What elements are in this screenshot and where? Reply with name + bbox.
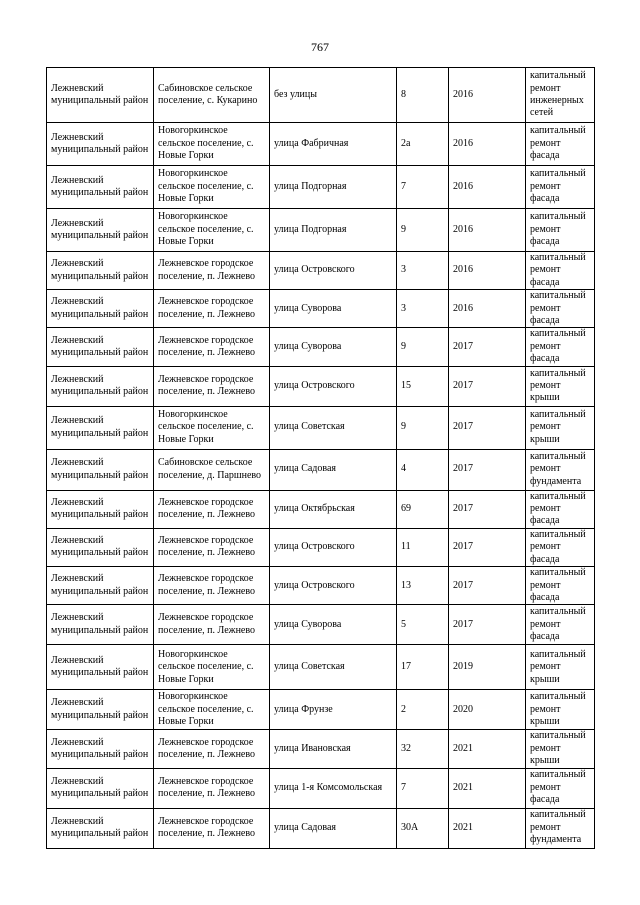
house-number-cell: 9 [397, 209, 449, 252]
district-cell: Лежневский муниципальный район [47, 328, 154, 366]
table-row [47, 690, 595, 730]
house-number-cell: 13 [397, 567, 449, 605]
table-row [47, 252, 595, 290]
street-cell: улица Суворова [270, 605, 397, 645]
work-type-cell: капитальный ремонт крыши [526, 690, 595, 730]
street-cell: улица Островского [270, 567, 397, 605]
house-number-cell: 9 [397, 328, 449, 366]
street-cell: улица Подгорная [270, 209, 397, 252]
year-cell: 2016 [449, 123, 526, 166]
district-cell: Лежневский муниципальный район [47, 449, 154, 490]
work-type-cell: капитальный ремонт фасада [526, 252, 595, 290]
street-cell: без улицы [270, 68, 397, 123]
street-cell: улица Фабричная [270, 123, 397, 166]
district-cell: Лежневский муниципальный район [47, 730, 154, 768]
district-cell: Лежневский муниципальный район [47, 209, 154, 252]
year-cell: 2016 [449, 166, 526, 209]
house-number-cell: 69 [397, 490, 449, 528]
table-row [47, 123, 595, 166]
table-row [47, 528, 595, 566]
district-cell: Лежневский муниципальный район [47, 252, 154, 290]
district-cell: Лежневский муниципальный район [47, 645, 154, 690]
table-row [47, 209, 595, 252]
settlement-cell: Лежневское городское поселение, п. Лежнево [154, 730, 270, 768]
year-cell: 2021 [449, 768, 526, 808]
work-type-cell: капитальный ремонт фундамента [526, 808, 595, 848]
year-cell: 2016 [449, 68, 526, 123]
table-row [47, 406, 595, 449]
district-cell: Лежневский муниципальный район [47, 68, 154, 123]
year-cell: 2016 [449, 290, 526, 328]
table-row [47, 68, 595, 123]
settlement-cell: Лежневское городское поселение, п. Лежнево [154, 252, 270, 290]
work-type-cell: капитальный ремонт фасада [526, 605, 595, 645]
settlement-cell: Лежневское городское поселение, п. Лежнево [154, 768, 270, 808]
year-cell: 2021 [449, 730, 526, 768]
house-number-cell: 5 [397, 605, 449, 645]
work-type-cell: капитальный ремонт фасада [526, 490, 595, 528]
table-row [47, 490, 595, 528]
street-cell: улица Октябрьская [270, 490, 397, 528]
year-cell: 2017 [449, 490, 526, 528]
table-row [47, 645, 595, 690]
settlement-cell: Новогоркинское сельское поселение, с. Новые Горки [154, 209, 270, 252]
settlement-cell: Лежневское городское поселение, п. Лежнево [154, 567, 270, 605]
work-type-cell: капитальный ремонт крыши [526, 730, 595, 768]
settlement-cell: Лежневское городское поселение, п. Лежнево [154, 366, 270, 406]
table-row [47, 768, 595, 808]
house-number-cell: 7 [397, 768, 449, 808]
table-row [47, 449, 595, 490]
street-cell: улица Островского [270, 252, 397, 290]
settlement-cell: Лежневское городское поселение, п. Лежнево [154, 290, 270, 328]
work-type-cell: капитальный ремонт фасада [526, 768, 595, 808]
year-cell: 2016 [449, 209, 526, 252]
settlement-cell: Сабиновское сельское поселение, с. Кукарино [154, 68, 270, 123]
table-row [47, 366, 595, 406]
district-cell: Лежневский муниципальный район [47, 808, 154, 848]
year-cell: 2020 [449, 690, 526, 730]
year-cell: 2016 [449, 252, 526, 290]
work-type-cell: капитальный ремонт крыши [526, 366, 595, 406]
year-cell: 2017 [449, 528, 526, 566]
settlement-cell: Новогоркинское сельское поселение, с. Новые Горки [154, 645, 270, 690]
year-cell: 2017 [449, 449, 526, 490]
page-number: 767 [311, 40, 329, 54]
house-number-cell: 9 [397, 406, 449, 449]
district-cell: Лежневский муниципальный район [47, 123, 154, 166]
street-cell: улица Островского [270, 366, 397, 406]
house-number-cell: 4 [397, 449, 449, 490]
district-cell: Лежневский муниципальный район [47, 768, 154, 808]
street-cell: улица Островского [270, 528, 397, 566]
district-cell: Лежневский муниципальный район [47, 528, 154, 566]
year-cell: 2017 [449, 406, 526, 449]
street-cell: улица Подгорная [270, 166, 397, 209]
house-number-cell: 3 [397, 290, 449, 328]
settlement-cell: Лежневское городское поселение, п. Лежнево [154, 808, 270, 848]
work-type-cell: капитальный ремонт фасада [526, 123, 595, 166]
table-row [47, 290, 595, 328]
district-cell: Лежневский муниципальный район [47, 567, 154, 605]
house-number-cell: 7 [397, 166, 449, 209]
settlement-cell: Лежневское городское поселение, п. Лежнево [154, 528, 270, 566]
house-number-cell: 2а [397, 123, 449, 166]
table-row [47, 808, 595, 848]
year-cell: 2017 [449, 328, 526, 366]
year-cell: 2019 [449, 645, 526, 690]
street-cell: улица Советская [270, 406, 397, 449]
district-cell: Лежневский муниципальный район [47, 605, 154, 645]
house-number-cell: 3 [397, 252, 449, 290]
table-row [47, 166, 595, 209]
settlement-cell: Лежневское городское поселение, п. Лежнево [154, 490, 270, 528]
registry-body [47, 68, 595, 849]
street-cell: улица Садовая [270, 808, 397, 848]
work-type-cell: капитальный ремонт фундамента [526, 449, 595, 490]
settlement-cell: Лежневское городское поселение, п. Лежнево [154, 328, 270, 366]
district-cell: Лежневский муниципальный район [47, 366, 154, 406]
district-cell: Лежневский муниципальный район [47, 690, 154, 730]
settlement-cell: Новогоркинское сельское поселение, с. Новые Горки [154, 166, 270, 209]
street-cell: улица Советская [270, 645, 397, 690]
street-cell: улица Суворова [270, 290, 397, 328]
district-cell: Лежневский муниципальный район [47, 290, 154, 328]
street-cell: улица Ивановская [270, 730, 397, 768]
table-row [47, 605, 595, 645]
street-cell: улица 1-я Комсомольская [270, 768, 397, 808]
street-cell: улица Суворова [270, 328, 397, 366]
district-cell: Лежневский муниципальный район [47, 490, 154, 528]
settlement-cell: Новогоркинское сельское поселение, с. Новые Горки [154, 690, 270, 730]
work-type-cell: капитальный ремонт инженерных сетей [526, 68, 595, 123]
settlement-cell: Новогоркинское сельское поселение, с. Новые Горки [154, 123, 270, 166]
work-type-cell: капитальный ремонт крыши [526, 645, 595, 690]
table-row [47, 328, 595, 366]
year-cell: 2017 [449, 567, 526, 605]
settlement-cell: Лежневское городское поселение, п. Лежнево [154, 605, 270, 645]
street-cell: улица Садовая [270, 449, 397, 490]
table-row [47, 567, 595, 605]
house-number-cell: 17 [397, 645, 449, 690]
work-type-cell: капитальный ремонт фасада [526, 528, 595, 566]
house-number-cell: 2 [397, 690, 449, 730]
year-cell: 2017 [449, 605, 526, 645]
house-number-cell: 8 [397, 68, 449, 123]
house-number-cell: 15 [397, 366, 449, 406]
work-type-cell: капитальный ремонт фасада [526, 209, 595, 252]
work-type-cell: капитальный ремонт крыши [526, 406, 595, 449]
table-row [47, 730, 595, 768]
year-cell: 2017 [449, 366, 526, 406]
house-number-cell: 32 [397, 730, 449, 768]
year-cell: 2021 [449, 808, 526, 848]
work-type-cell: капитальный ремонт фасада [526, 567, 595, 605]
repair-registry-table [46, 67, 595, 849]
settlement-cell: Сабиновское сельское поселение, д. Паршнево [154, 449, 270, 490]
work-type-cell: капитальный ремонт фасада [526, 166, 595, 209]
work-type-cell: капитальный ремонт фасада [526, 328, 595, 366]
street-cell: улица Фрунзе [270, 690, 397, 730]
house-number-cell: 11 [397, 528, 449, 566]
work-type-cell: капитальный ремонт фасада [526, 290, 595, 328]
district-cell: Лежневский муниципальный район [47, 406, 154, 449]
district-cell: Лежневский муниципальный район [47, 166, 154, 209]
settlement-cell: Новогоркинское сельское поселение, с. Новые Горки [154, 406, 270, 449]
house-number-cell: 30А [397, 808, 449, 848]
